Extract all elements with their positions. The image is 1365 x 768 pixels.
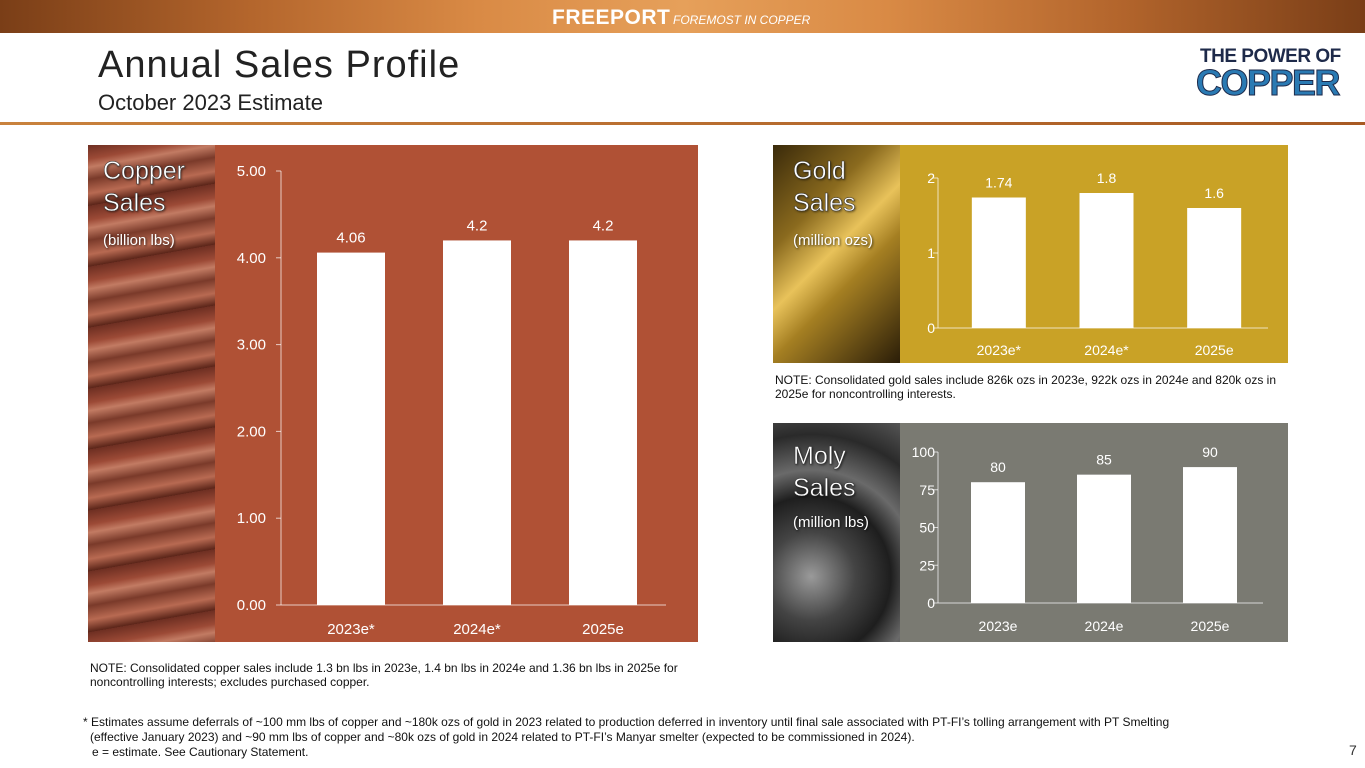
copper-chart — [88, 145, 698, 642]
logo-line2: COPPER — [1196, 62, 1340, 103]
brand-tagline: FOREMOST IN COPPER — [673, 13, 811, 27]
copper-data-label: 4.2 — [592, 217, 614, 235]
gold-x-tick-label: 2024e* — [1084, 342, 1129, 358]
copper-bar — [569, 240, 637, 605]
gold-y-tick-label: 1 — [927, 245, 935, 261]
copper-y-tick-label: 2.00 — [236, 423, 266, 441]
footnote — [83, 715, 1263, 760]
gold-title-line2: Sales — [793, 189, 856, 217]
footnote-line3: e = estimate. See Cautionary Statement. — [92, 745, 309, 759]
copper-title-line1: Copper — [103, 157, 185, 185]
gold-bar — [1080, 193, 1134, 328]
copper-x-tick-label: 2023e* — [327, 621, 375, 638]
moly-title-line2: Sales — [793, 474, 856, 502]
moly-x-tick-label: 2024e — [1084, 618, 1124, 634]
copper-title-line2: Sales — [103, 189, 166, 217]
moly-y-tick-label: 75 — [919, 481, 935, 498]
copper-panel — [88, 145, 698, 642]
moly-data-label: 90 — [1202, 444, 1218, 461]
copper-y-tick-label: 1.00 — [236, 510, 266, 528]
header-rule — [0, 122, 1365, 125]
power-of-copper-logo — [1196, 46, 1352, 108]
gold-data-label: 1.74 — [985, 174, 1013, 191]
logo-line1: THE POWER OF — [1200, 46, 1341, 67]
copper-x-tick-label: 2024e* — [453, 621, 501, 638]
copper-note: NOTE: Consolidated copper sales include 1.3 bn lbs in 2023e, 1.4 bn lbs in 2024e and 1.36 bn lbs in 2025e for noncontrolling interests; excludes purchased copper. — [90, 661, 678, 689]
page-subtitle: October 2023 Estimate — [98, 90, 324, 115]
gold-data-label: 1.8 — [1096, 170, 1117, 186]
gold-chart — [773, 145, 1288, 363]
moly-bar — [971, 482, 1025, 603]
moly-y-tick-label: 50 — [919, 519, 935, 536]
moly-bar — [1077, 475, 1131, 603]
copper-unit: (billion lbs) — [103, 232, 175, 249]
gold-x-tick-label: 2025e — [1194, 342, 1234, 358]
gold-y-tick-label: 0 — [927, 320, 935, 336]
page-number: 7 — [1349, 742, 1357, 758]
page-title: Annual Sales Profile — [98, 44, 461, 86]
copper-y-tick-label: 0.00 — [236, 597, 266, 614]
copper-bar — [443, 240, 511, 605]
moly-x-tick-label: 2023e — [978, 618, 1018, 634]
moly-bar — [1183, 467, 1237, 603]
gold-y-tick-label: 2 — [927, 170, 935, 186]
moly-x-tick-label: 2025e — [1190, 618, 1230, 634]
moly-chart — [773, 423, 1288, 642]
moly-y-tick-label: 25 — [919, 557, 935, 574]
gold-data-label: 1.6 — [1204, 185, 1224, 201]
gold-title-line1: Gold — [793, 157, 846, 185]
moly-panel — [773, 423, 1288, 642]
brand-name: FREEPORT — [552, 6, 671, 29]
gold-bar — [1187, 208, 1241, 328]
footnote-line2: (effective January 2023) and ~90 mm lbs of copper and ~80k ozs of gold in 2024 related to PT-FI’s Manyar smelter (expected to be commissioned in 2024). — [90, 730, 915, 744]
copper-data-label: 4.06 — [336, 229, 366, 247]
copper-bar — [317, 253, 385, 605]
copper-y-tick-label: 4.00 — [236, 249, 266, 267]
gold-panel — [773, 145, 1288, 363]
copper-x-tick-label: 2025e — [582, 621, 624, 638]
gold-unit: (million ozs) — [793, 232, 874, 249]
gold-x-tick-label: 2023e* — [976, 342, 1022, 358]
footnote-line1: * Estimates assume deferrals of ~100 mm lbs of copper and ~180k ozs of gold in 2023 related to production deferred in inventory until final sale associated with PT-FI’s tolling arrangement with PT Smelting — [83, 715, 1170, 729]
moly-y-tick-label: 100 — [911, 444, 935, 460]
copper-data-label: 4.2 — [466, 217, 488, 235]
copper-y-tick-label: 5.00 — [236, 163, 266, 180]
gold-bar — [972, 198, 1026, 329]
copper-y-tick-label: 3.00 — [236, 336, 266, 354]
gold-note: NOTE: Consolidated gold sales include 826k ozs in 2023e, 922k ozs in 2024e and 820k ozs in 2025e for noncontrolling interests. — [775, 373, 1276, 401]
moly-data-label: 80 — [990, 459, 1006, 476]
moly-unit: (million lbs) — [793, 514, 869, 531]
moly-y-tick-label: 0 — [927, 595, 935, 611]
moly-title-line1: Moly — [793, 442, 846, 470]
moly-data-label: 85 — [1096, 451, 1112, 468]
